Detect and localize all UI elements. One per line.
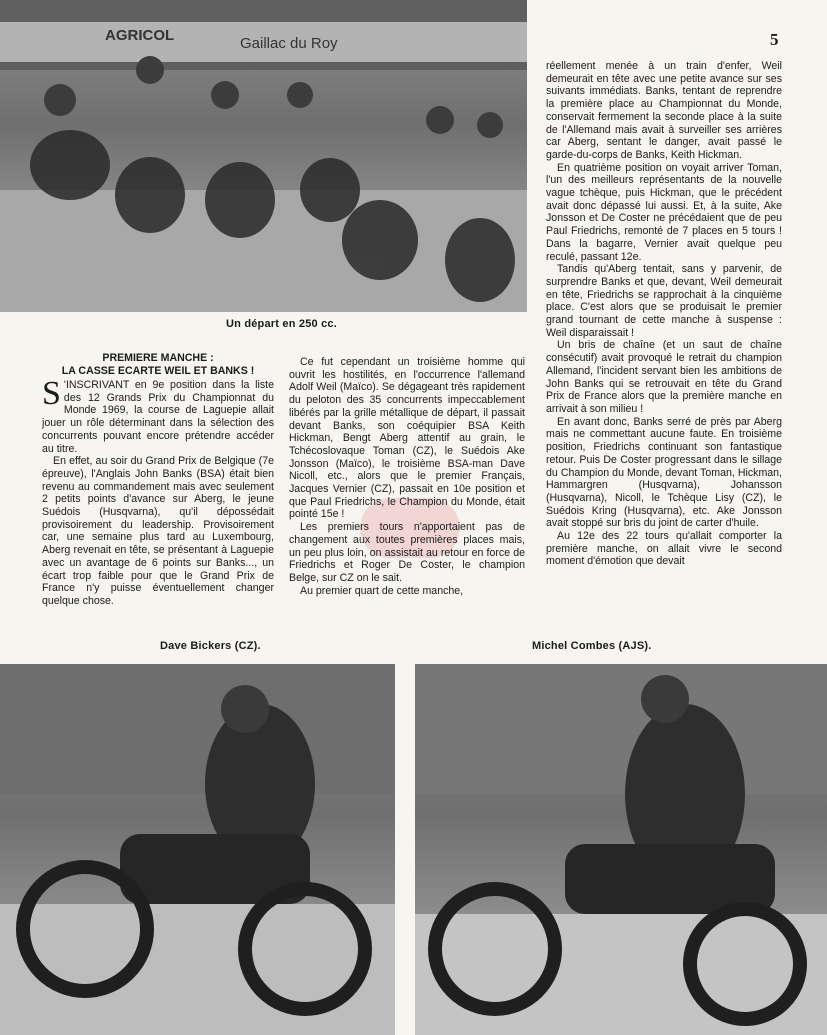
lead-paragraph	[42, 375, 274, 455]
dave-bickers-photo	[0, 664, 395, 1035]
col3-paragraph-4: Un bris de chaîne (et un saut de chaîne consécutif) avait provoqué le retrait du champion Allemand, l'incident servant bien les ambitions de John Banks qui se retrouvait en tête du Grand Prix de France alors que la première manche en arrivait à son milieu !	[546, 339, 782, 415]
banner-text-left: AGRICOL	[105, 27, 175, 44]
michel-combes-photo	[415, 664, 827, 1035]
top-photo-caption: Un départ en 250 cc.	[226, 318, 337, 330]
bottom-left-caption: Dave Bickers (CZ).	[160, 640, 261, 652]
page-number: 5	[770, 30, 779, 49]
article-column-1	[42, 352, 274, 608]
article-headline	[42, 352, 274, 377]
col1-paragraph-1: 'INSCRIVANT en 9e position dans la liste des 12 Grands Prix du Championnat du Monde 1969, la course de Laguepie allait jouer un rôle déterminant dans la sélection des concurrents pouvant encore prétendre accéder au titre.	[42, 379, 274, 455]
col2-paragraph-2: Les premiers tours n'apportaient pas de changement aux toutes premières places mais, un peu plus loin, on assistait au retour en force de Friedrichs et Roger De Coster, le champion Belge, sur CZ on le sait.	[289, 521, 525, 584]
headline-line-2: LA CASSE ECARTE WEIL ET BANKS !	[61, 364, 255, 377]
headline-line-1: PREMIERE MANCHE :	[102, 352, 214, 364]
article-column-2	[289, 356, 525, 597]
col2-paragraph-1: Ce fut cependant un troisième homme qui ouvrit les hostilités, en l'occurrence l'allemand Adolf Weil (Maïco). Se dégageant très rapidement du peloton des 35 concurrents impeccablement libérés par la grille métallique de départ, il passait devant Banks, son coéquipier BSA Keith Hickman, Bengt Aberg attentif au grain, le Tchécoslovaque Toman (CZ), le Suédois Ake Jonsson (Maïco), le troisième BSA-man Dave Nicoll, etc., alors que le premier Français, Jacques Vernier (CZ), passait en 10e position et que Paul Friedrichs, le Champion du Monde, était pointé 15e !	[289, 356, 525, 521]
bottom-right-caption: Michel Combes (AJS).	[532, 640, 652, 652]
race-start-photo	[0, 0, 527, 312]
col3-paragraph-2: En quatrième position on voyait arriver Toman, l'un des meilleurs représentants de la nouvelle vague tchèque, puis Hickman, que le précédent avait donc dépassé lui aussi. Et, à la suite, Ake Jonsson et De Coster ne précédaient que de peu Paul Friedrichs, remonté de 7 places en 5 tours ! Dans la bagarre, Vernier avait quelque peu reculé, passant 12e.	[546, 161, 782, 263]
col3-paragraph-1: réellement menée à un train d'enfer, Weil demeurait en tête avec une petite avance sur ses suivants immédiats. Banks, tentant de reprendre la première place au Championnat du Monde, conservait fermement la seconde place à la suite de l'Allemand mais avait à surveiller ses arrières car Aberg, sentant le danger, avait passé le garde-du-corps de Banks, Keith Hickman.	[546, 60, 782, 161]
col3-paragraph-6: Au 12e des 22 tours qu'allait comporter la première manche, on allait vivre le second moment d'émotion que devait	[546, 530, 782, 568]
col3-paragraph-5: En avant donc, Banks serré de près par Aberg mais ne commettant aucune faute. En troisième position, Friedrichs continuant son fantastique retour. Puis De Coster progressant dans le sillage du Champion du Monde, devant Toman, Hickman, Hammargren (Husqvarna), Johansson (Husqvarna), Nicoll, le Tchèque Lisy (CZ), le Suédois Kring (Husqvarna), etc. Ake Jonsson avait stoppé sur bris du joint de carter d'huile.	[546, 415, 782, 530]
banner-text-right: Gaillac du Roy	[240, 35, 338, 52]
col1-paragraph-2: En effet, au soir du Grand Prix de Belgique (7e épreuve), l'Anglais John Banks (BSA) était bien revenu au commandement mais avec seulement 2 petits points d'avance sur Aberg, le jeune Suédois (Husqvarna), qu'il dépossédait provisoirement du leadership. Provisoirement car, une semaine plus tard au Luxembourg, Aberg revenait en tête, se présentant à Laguepie avec un avantage de 6 points sur Banks..., un écart trop faible pour que le Grand Prix de France n'y puisse éventuellement changer quelque chose.	[42, 455, 274, 607]
col3-paragraph-3: Tandis qu'Aberg tentait, sans y parvenir, de surprendre Banks et que, devant, Weil demeurait en tête, Friedrichs se rapprochait à la cinquième place. C'est alors que se produisait le premier grand tournant de cette manche à suspense : Weil disparaissait !	[546, 263, 782, 339]
article-column-3	[546, 60, 782, 568]
col2-paragraph-3: Au premier quart de cette manche,	[300, 584, 464, 597]
drop-cap: S	[42, 375, 61, 412]
